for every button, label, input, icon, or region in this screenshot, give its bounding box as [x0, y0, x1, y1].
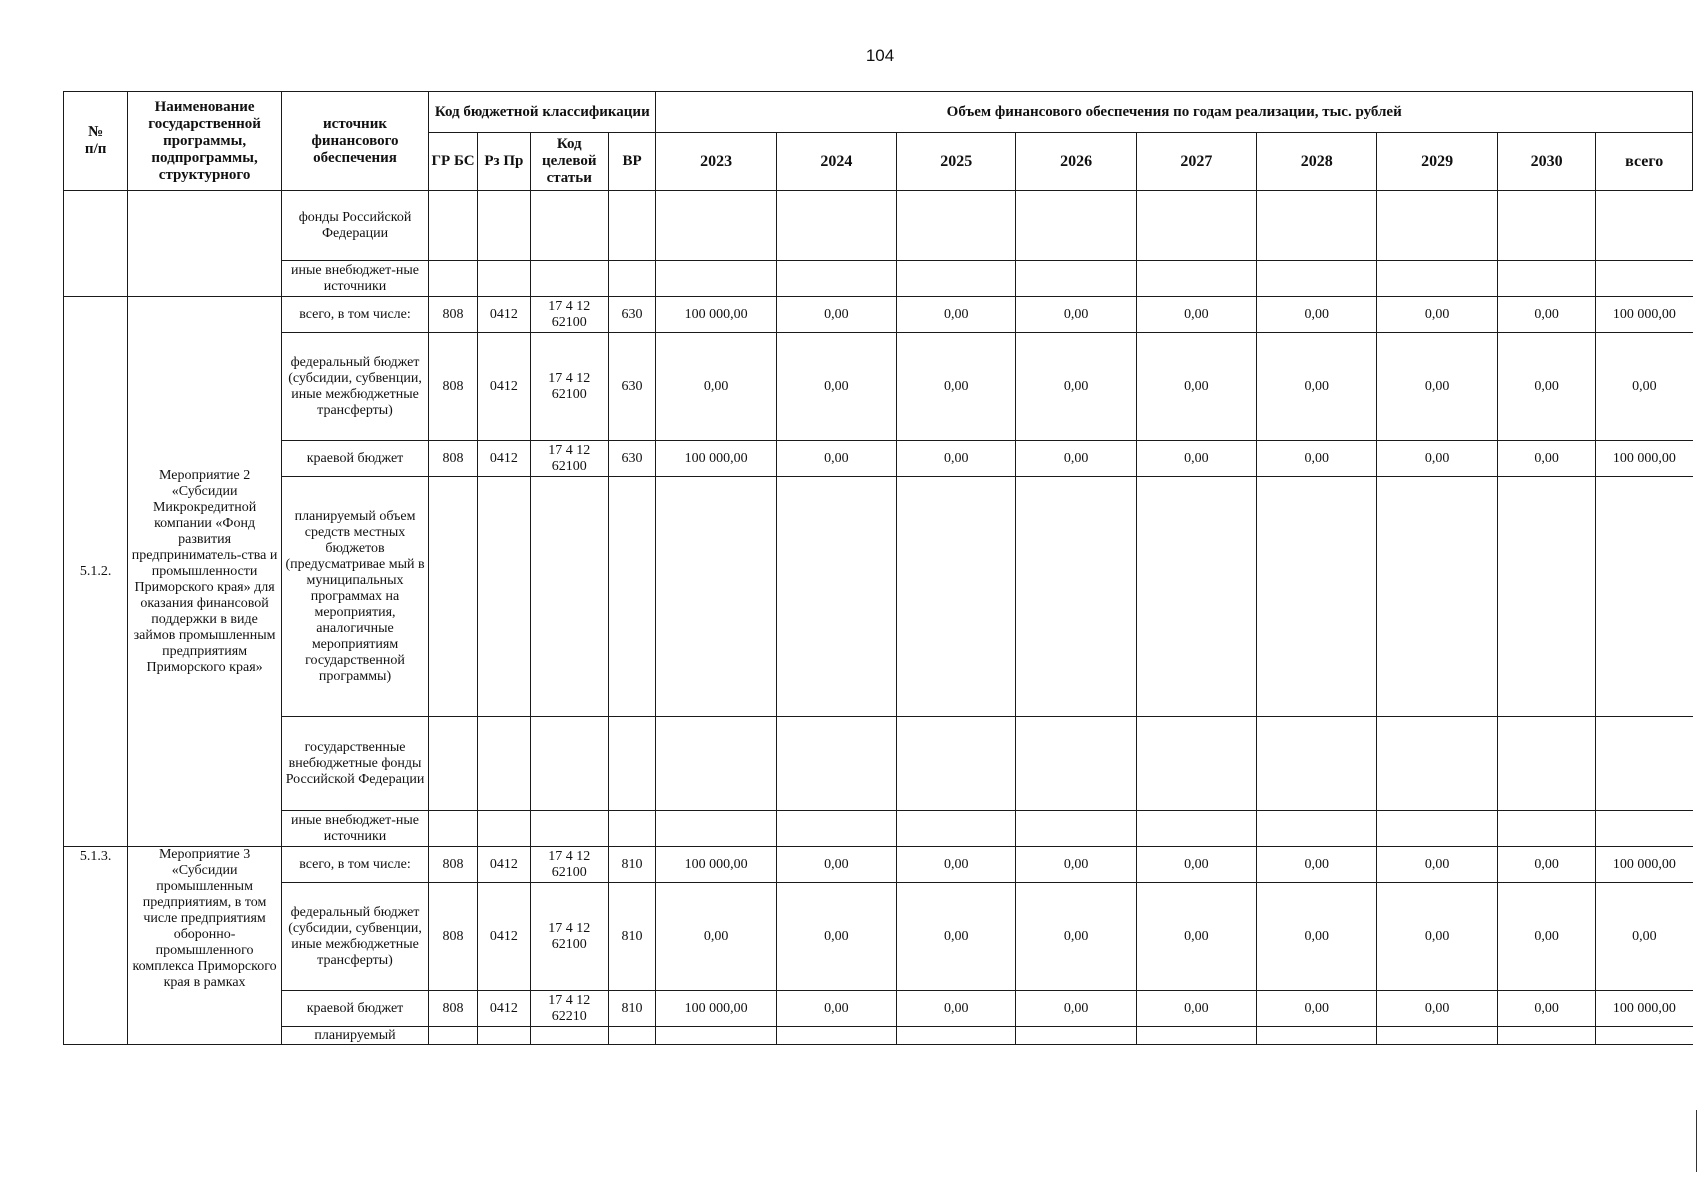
- source-cell: государственные внебюджетные фонды Российской Федерации: [281, 717, 428, 811]
- value-cell: 0,00: [1497, 883, 1596, 991]
- rzpr-cell: 0412: [477, 847, 530, 883]
- value-cell: 0,00: [776, 883, 896, 991]
- value-cell: 0,00: [1136, 441, 1256, 477]
- value-cell: 0,00: [1257, 441, 1377, 477]
- value-cell: 100 000,00: [656, 297, 776, 333]
- value-cell: 0,00: [1257, 333, 1377, 441]
- value-cell: 0,00: [1016, 441, 1136, 477]
- value-cell: 0,00: [1377, 847, 1497, 883]
- source-cell: всего, в том числе:: [281, 297, 428, 333]
- value-cell: 0,00: [1497, 441, 1596, 477]
- value-cell: 0,00: [1377, 297, 1497, 333]
- value-cell: 0,00: [1377, 883, 1497, 991]
- header-year: 2027: [1136, 133, 1256, 191]
- table-row: [64, 847, 1693, 883]
- header-year: 2026: [1016, 133, 1136, 191]
- source-cell: федеральный бюджет (субсидии, субвенции, иные межбюджетные трансферты): [281, 883, 428, 991]
- source-cell: краевой бюджет: [281, 441, 428, 477]
- activity-name-cell: Мероприятие 3 «Субсидии промышленным предприятиям, в том числе предприятиям оборонно-промышленного комплекса Приморского края в рамках: [128, 847, 282, 1045]
- table-row: [64, 297, 1693, 333]
- value-cell: 0,00: [897, 441, 1016, 477]
- value-cell: 0,00: [1497, 847, 1596, 883]
- budget-table: [63, 91, 1693, 1045]
- value-cell: 0,00: [1016, 297, 1136, 333]
- kcs-cell: 17 4 12 62100: [530, 333, 608, 441]
- value-cell: 0,00: [1377, 991, 1497, 1027]
- value-cell: 0,00: [897, 883, 1016, 991]
- table-row: [64, 883, 1693, 991]
- table-row: [64, 717, 1693, 811]
- scan-edge-line: [1696, 1110, 1697, 1172]
- rzpr-cell: 0412: [477, 441, 530, 477]
- value-cell: 0,00: [656, 333, 776, 441]
- header-year: 2023: [656, 133, 776, 191]
- grbs-cell: 808: [429, 333, 478, 441]
- header-vr: ВР: [608, 133, 656, 191]
- vr-cell: 810: [608, 847, 656, 883]
- grbs-cell: 808: [429, 847, 478, 883]
- value-cell: 0,00: [1497, 991, 1596, 1027]
- total-cell: 100 000,00: [1596, 847, 1693, 883]
- vr-cell: 810: [608, 991, 656, 1027]
- header-year: 2025: [897, 133, 1016, 191]
- rzpr-cell: 0412: [477, 883, 530, 991]
- total-cell: 0,00: [1596, 883, 1693, 991]
- header-row-1: [64, 92, 1693, 133]
- source-cell: иные внебюджет-ные источники: [281, 261, 428, 297]
- rzpr-cell: 0412: [477, 297, 530, 333]
- source-cell: всего, в том числе:: [281, 847, 428, 883]
- header-kcs: Код целевой статьи: [530, 133, 608, 191]
- table-row: [64, 191, 1693, 261]
- activity-name-cell: [128, 191, 282, 297]
- vr-cell: 810: [608, 883, 656, 991]
- value-cell: 0,00: [1016, 991, 1136, 1027]
- value-cell: 0,00: [897, 991, 1016, 1027]
- value-cell: 0,00: [776, 847, 896, 883]
- value-cell: 100 000,00: [656, 847, 776, 883]
- source-cell: федеральный бюджет (субсидии, субвенции, иные межбюджетные трансферты): [281, 333, 428, 441]
- value-cell: 0,00: [1377, 333, 1497, 441]
- value-cell: 0,00: [1136, 847, 1256, 883]
- total-cell: 0,00: [1596, 333, 1693, 441]
- table-row: [64, 811, 1693, 847]
- value-cell: 0,00: [897, 333, 1016, 441]
- table-row: [64, 991, 1693, 1027]
- header-total: всего: [1596, 133, 1693, 191]
- header-year: 2030: [1497, 133, 1596, 191]
- table-row: [64, 441, 1693, 477]
- row-number-cell: 5.1.3.: [64, 847, 128, 1045]
- activity-name-cell: Мероприятие 2 «Субсидии Микрокредитной компании «Фонд развития предприниматель-ства и промышленности Приморского края» для оказания финансовой поддержки в виде займов промышленным предприятиям Приморского края»: [128, 297, 282, 847]
- source-cell: иные внебюджет-ные источники: [281, 811, 428, 847]
- table-row: [64, 261, 1693, 297]
- value-cell: 0,00: [1257, 991, 1377, 1027]
- grbs-cell: 808: [429, 883, 478, 991]
- value-cell: 0,00: [776, 333, 896, 441]
- page-number: 104: [865, 46, 895, 65]
- source-cell: фонды Российской Федерации: [281, 191, 428, 261]
- header-year: 2024: [776, 133, 896, 191]
- value-cell: 0,00: [1497, 333, 1596, 441]
- kcs-cell: 17 4 12 62100: [530, 441, 608, 477]
- value-cell: 0,00: [1257, 847, 1377, 883]
- total-cell: 100 000,00: [1596, 441, 1693, 477]
- rzpr-cell: 0412: [477, 333, 530, 441]
- value-cell: 0,00: [776, 441, 896, 477]
- value-cell: 0,00: [1136, 883, 1256, 991]
- header-year: 2029: [1377, 133, 1497, 191]
- value-cell: 0,00: [776, 297, 896, 333]
- kcs-cell: 17 4 12 62100: [530, 883, 608, 991]
- table-row: [64, 1027, 1693, 1045]
- value-cell: 0,00: [1016, 333, 1136, 441]
- value-cell: 0,00: [1016, 883, 1136, 991]
- value-cell: 0,00: [656, 883, 776, 991]
- table-row: [64, 333, 1693, 441]
- row-number-cell: [64, 191, 128, 297]
- total-cell: 100 000,00: [1596, 297, 1693, 333]
- kcs-cell: 17 4 12 62100: [530, 297, 608, 333]
- value-cell: 0,00: [1257, 883, 1377, 991]
- table-row: [64, 477, 1693, 717]
- row-number-cell: 5.1.2.: [64, 297, 128, 847]
- vr-cell: 630: [608, 333, 656, 441]
- value-cell: 0,00: [1136, 297, 1256, 333]
- source-cell: краевой бюджет: [281, 991, 428, 1027]
- header-volume-group: Объем финансового обеспечения по годам реализации, тыс. рублей: [656, 92, 1693, 133]
- source-cell: планируемый: [281, 1027, 428, 1045]
- value-cell: 0,00: [1136, 991, 1256, 1027]
- value-cell: 0,00: [897, 847, 1016, 883]
- value-cell: 0,00: [776, 991, 896, 1027]
- header-grbs: ГР БС: [429, 133, 478, 191]
- value-cell: 0,00: [1377, 441, 1497, 477]
- header-num: № п/п: [64, 92, 128, 191]
- kcs-cell: 17 4 12 62210: [530, 991, 608, 1027]
- header-year: 2028: [1257, 133, 1377, 191]
- value-cell: 0,00: [897, 297, 1016, 333]
- value-cell: 0,00: [1136, 333, 1256, 441]
- rzpr-cell: 0412: [477, 991, 530, 1027]
- grbs-cell: 808: [429, 297, 478, 333]
- grbs-cell: 808: [429, 991, 478, 1027]
- vr-cell: 630: [608, 297, 656, 333]
- value-cell: 0,00: [1497, 297, 1596, 333]
- value-cell: 100 000,00: [656, 441, 776, 477]
- kcs-cell: 17 4 12 62100: [530, 847, 608, 883]
- value-cell: 0,00: [1016, 847, 1136, 883]
- grbs-cell: 808: [429, 441, 478, 477]
- header-code-group: Код бюджетной классификации: [429, 92, 656, 133]
- total-cell: 100 000,00: [1596, 991, 1693, 1027]
- header-name: Наименование государственной программы, подпрограммы, структурного: [128, 92, 282, 191]
- vr-cell: 630: [608, 441, 656, 477]
- header-rzpr: Рз Пр: [477, 133, 530, 191]
- header-source: источник финансового обеспечения: [281, 92, 428, 191]
- value-cell: 0,00: [1257, 297, 1377, 333]
- value-cell: 100 000,00: [656, 991, 776, 1027]
- source-cell: планируемый объем средств местных бюджетов (предусматривае мый в муниципальных программах на мероприятия, аналогичные мероприятиям государственной программы): [281, 477, 428, 717]
